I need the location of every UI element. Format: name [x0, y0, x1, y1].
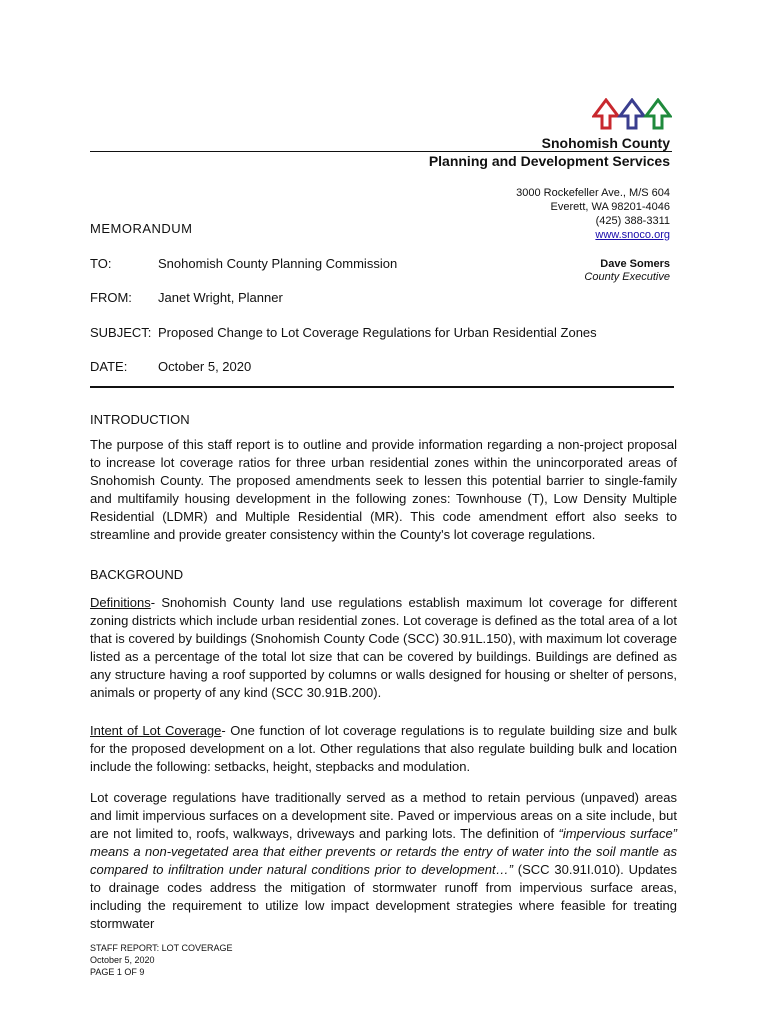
intent-term: Intent of Lot Coverage	[90, 723, 222, 738]
website-link[interactable]: www.snoco.org	[595, 229, 670, 241]
intent-text: - One function of lot coverage regulations is to regulate building size and bulk for the proposed development on a lot. Other regulations that also regulate building bulk and location include the following: setbacks, height, stepbacks and modulation.	[90, 723, 677, 774]
footer-date: October 5, 2020	[90, 955, 155, 965]
definitions-paragraph	[90, 594, 677, 702]
footer-report-title: STAFF REPORT: LOT COVERAGE	[90, 943, 233, 953]
address-line-1: 3000 Rockefeller Ave., M/S 604	[516, 187, 670, 199]
from-label: FROM:	[90, 290, 132, 305]
impervious-surface-quote: “impervious surface” means a non-vegetated area that either prevents or retards the entry of water into the soil mantle as compared to infiltration under natural conditions prior to development…”	[90, 826, 677, 877]
memo-header-rule	[90, 386, 674, 388]
intent-paragraph	[90, 722, 677, 776]
snohomish-county-logo	[592, 98, 672, 132]
background-heading: BACKGROUND	[90, 567, 184, 582]
department-name: Planning and Development Services	[428, 153, 670, 169]
to-label: TO:	[90, 256, 112, 271]
introduction-paragraph: The purpose of this staff report is to outline and provide information regarding a non-project proposal to increase lot coverage ratios for three urban residential zones within the unincorporated areas of Snohomish County. The proposed amendments seek to lessen this potential barrier to single-family and multifamily housing development in the following zones: Townhouse (T), Low Density Multiple Residential (LDMR) and Multiple Residential (MR). This code amendment effort also seeks to streamline and provide greater consistency within the County's lot coverage regulations.	[90, 437, 677, 542]
memo-heading: MEMORANDUM	[90, 221, 193, 236]
footer-page-number: PAGE 1 OF 9	[90, 967, 145, 977]
definitions-text: - Snohomish County land use regulations establish maximum lot coverage for different zoning districts which include urban residential zones. Lot coverage is defined as the total area of a lot that is covered by buildings (Snohomish County Code (SCC) 30.91L.150), with maximum lot coverage listed as a percentage of the total lot size that can be covered by buildings. Buildings are defined as any structure having a roof supported by columns or walls designed for housing or shelter of persons, animals or property of any kind (SCC 30.91B.200).	[90, 595, 677, 700]
definitions-term: Definitions	[90, 595, 151, 610]
to-value: Snohomish County Planning Commission	[158, 256, 398, 271]
address-line-2: Everett, WA 98201-4046	[550, 201, 670, 213]
subject-value: Proposed Change to Lot Coverage Regulations for Urban Residential Zones	[158, 325, 597, 340]
executive-title: County Executive	[584, 271, 670, 283]
phone-number: (425) 388-3311	[595, 215, 670, 227]
website-container	[430, 228, 670, 242]
lot-text-2: (SCC 30.91I.010). Updates to drainage codes address the mitigation of stormwater runoff from impervious surface areas, including the requirement to utilize low impact development strategies where feasible for treating stormwater	[90, 862, 677, 931]
from-value: Janet Wright, Planner	[158, 290, 283, 305]
org-name: Snohomish County	[541, 135, 670, 151]
executive-name: Dave Somers	[600, 258, 670, 270]
date-label: DATE:	[90, 359, 128, 374]
lot-coverage-paragraph	[90, 789, 677, 933]
subject-label: SUBJECT:	[90, 325, 152, 340]
introduction-heading: INTRODUCTION	[90, 412, 190, 427]
letterhead-rule	[90, 151, 672, 152]
lot-text-1: Lot coverage regulations have traditionally served as a method to retain pervious (unpaved) areas and limit impervious surfaces on a development site. Paved or impervious areas on a site include, but are not limited to, roofs, walkways, driveways and parking lots. The definition of	[90, 790, 677, 841]
date-value: October 5, 2020	[158, 359, 252, 374]
